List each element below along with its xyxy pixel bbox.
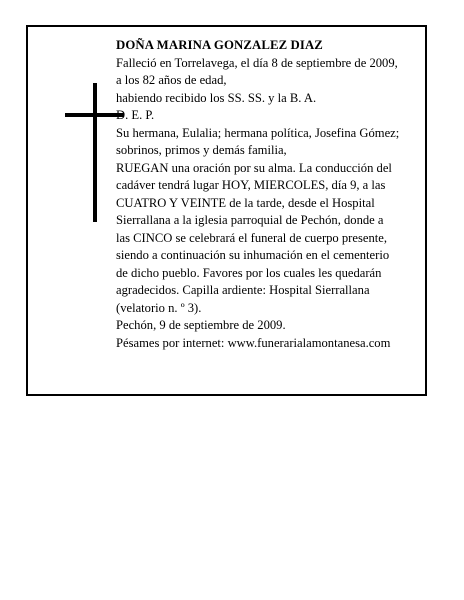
notice-line: Sierrallana a la iglesia parroquial de Pechón, donde a — [116, 213, 384, 227]
notice-line: agradecidos. Capilla ardiente: Hospital Sierrallana — [116, 283, 370, 297]
notice-line: Pechón, 9 de septiembre de 2009. — [116, 318, 286, 332]
deceased-name: DOÑA MARINA GONZALEZ DIAZ — [116, 38, 323, 52]
notice-line: RUEGAN una oración por su alma. La conducción del — [116, 160, 392, 175]
notice-line: (velatorio n. º 3). — [116, 300, 202, 315]
notice-line: siendo a continuación su inhumación en el cementerio — [116, 248, 390, 262]
notice-line: a los 82 años de edad, — [116, 73, 227, 87]
notice-line: de dicho pueblo. Favores por los cuales les quedarán — [116, 265, 382, 280]
notice-line: sobrinos, primos y demás familia, — [116, 143, 287, 157]
notice-line: las CINCO se celebrará el funeral de cuerpo presente, — [116, 230, 387, 245]
notice-line: CUATRO Y VEINTE de la tarde, desde el Hospital — [116, 195, 375, 210]
notice-line: Pésames por internet: www.funerarialamontanesa.com — [116, 335, 391, 350]
cross-icon — [93, 83, 97, 222]
notice-line: Su hermana, Eulalia; hermana política, Josefina Gómez; — [116, 125, 400, 140]
notice-line: D. E. P. — [116, 108, 155, 122]
notice-line: cadáver tendrá lugar HOY, MIERCOLES, día 9, a las — [116, 178, 386, 192]
notice-line: Falleció en Torrelavega, el día 8 de septiembre de 2009, — [116, 55, 398, 70]
notice-body — [116, 37, 421, 352]
notice-line: habiendo recibido los SS. SS. y la B. A. — [116, 90, 317, 105]
